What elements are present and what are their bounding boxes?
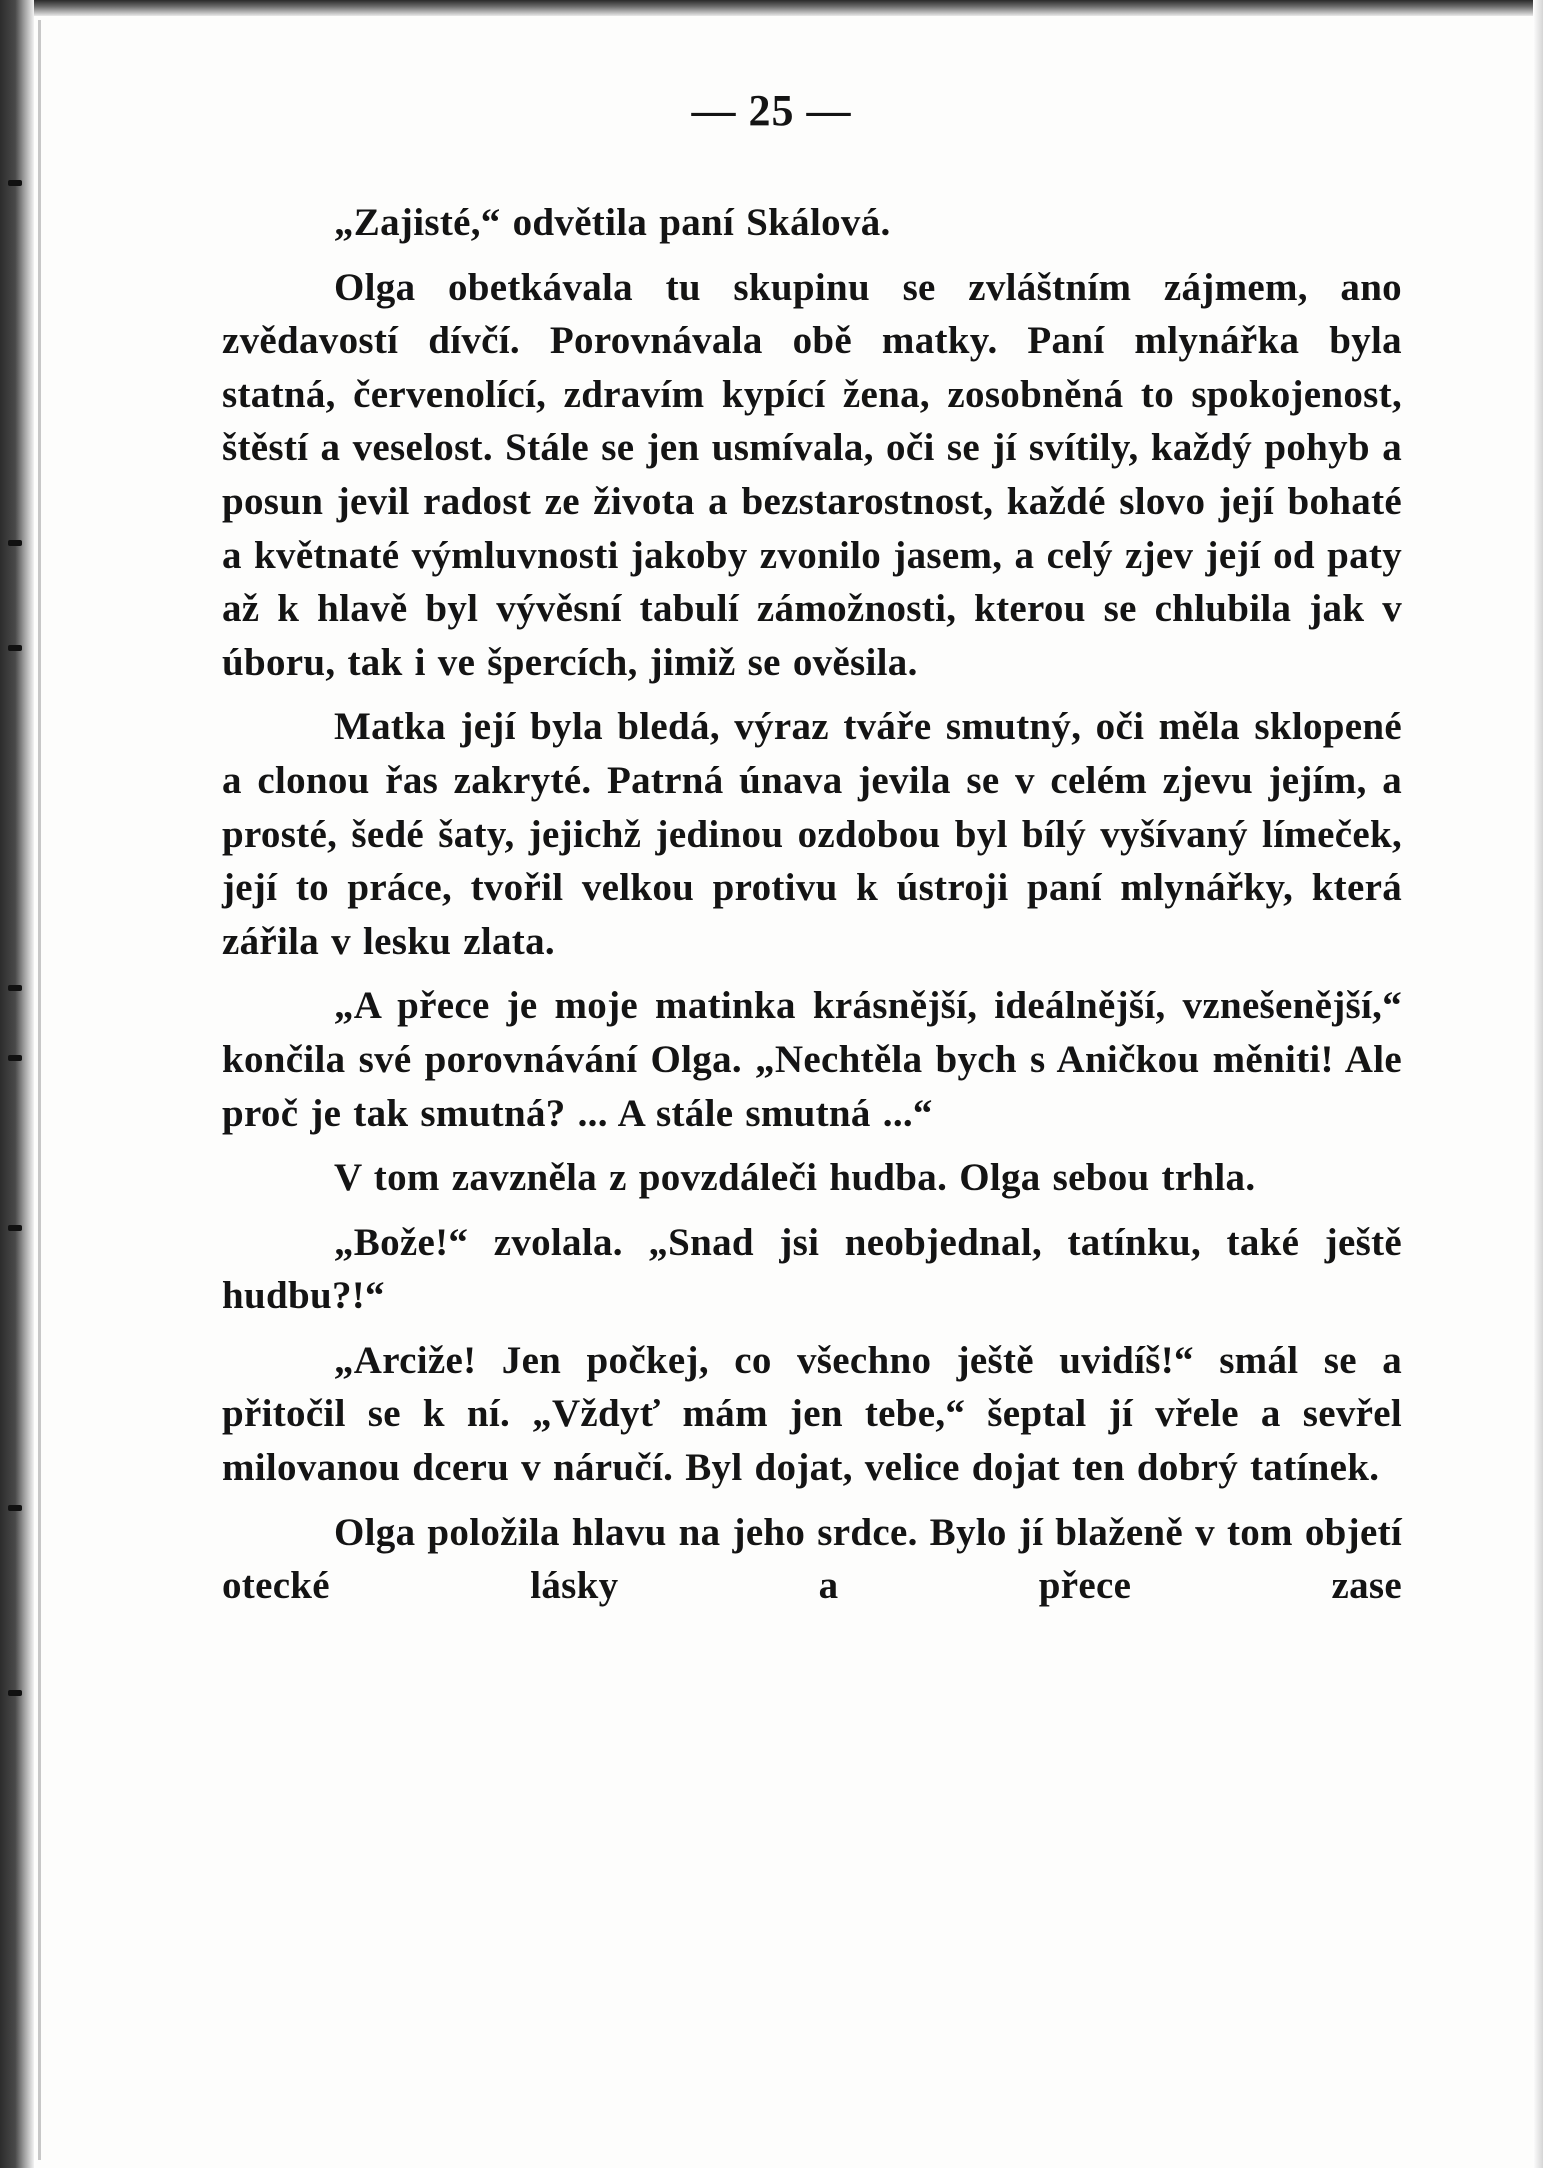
scan-mark xyxy=(8,1225,22,1231)
paragraph: „A přece je moje matinka krásnější, ideálnější, vznešenější,“ končila své porovnávání Olga. „Nechtěla bych s Aničkou měniti! Ale proč je tak smutná? ... A stále smutná ...“ xyxy=(222,984,1402,1135)
paragraph: „Zajisté,“ odvětila paní Skálová. xyxy=(334,201,891,244)
page-number: — 25 — xyxy=(691,86,852,135)
scan-edge-top xyxy=(0,0,1543,16)
scan-binding-line xyxy=(38,20,41,2160)
scan-mark xyxy=(8,1055,22,1061)
scan-mark xyxy=(8,985,22,991)
scan-mark xyxy=(8,540,22,546)
scan-mark xyxy=(8,1690,22,1696)
scan-mark xyxy=(8,1505,22,1511)
scan-edge-right xyxy=(1533,0,1543,2168)
paragraph: Matka její byla bledá, výraz tváře smutný, oči měla sklopené a clonou řas zakryté. Patrná únava jevila se v celém zjevu jejím, a prosté, šedé šaty, jejichž jedinou ozdobou byl bílý vyšívaný límeček, její to práce, tvořil velkou protivu k ústroji paní mlynářky, která zářila v lesku zlata. xyxy=(222,705,1402,963)
body-text xyxy=(222,196,1402,1624)
paragraph: „Arciže! Jen počkej, co všechno ještě uvidíš!“ smál se a přitočil se k ní. „Vždyť mám jen tebe,“ šeptal jí vřele a sevřel milovanou dceru v náručí. Byl dojat, velice dojat ten dobrý tatínek. xyxy=(222,1338,1402,1490)
scan-edge-left xyxy=(0,0,34,2168)
paragraph: „Bože!“ zvolala. „Snad jsi neobjednal, tatínku, také ještě hudbu?!“ xyxy=(222,1220,1402,1318)
paragraph: Olga obetkávala tu skupinu se zvláštním zájmem, ano zvědavostí dívčí. Porovnávala obě matky. Paní mlynářka byla statná, červenolící, zdravím kypící žena, zosobněná to spokojenost, štěstí a veselost. Stále se jen usmívala, oči se jí svítily, každý pohyb a posun jevil radost ze života a bezstarostnost, každé slovo její bohaté a květnaté výmluvnosti jakoby zvonilo jasem, a celý zjev její od paty až k hlavě byl vývěsní tabulí zámožnosti, kterou se chlubila jak v úboru, tak i ve špercích, jimiž se ověsila. xyxy=(222,265,1402,684)
scan-mark xyxy=(8,180,22,186)
paragraph: V tom zavzněla z povzdáleči hudba. Olga sebou trhla. xyxy=(334,1156,1256,1200)
scan-mark xyxy=(8,645,22,651)
paragraph: Olga položila hlavu na jeho srdce. Bylo jí blaženě v tom objetí otecké lásky a přece zase xyxy=(222,1510,1402,1608)
